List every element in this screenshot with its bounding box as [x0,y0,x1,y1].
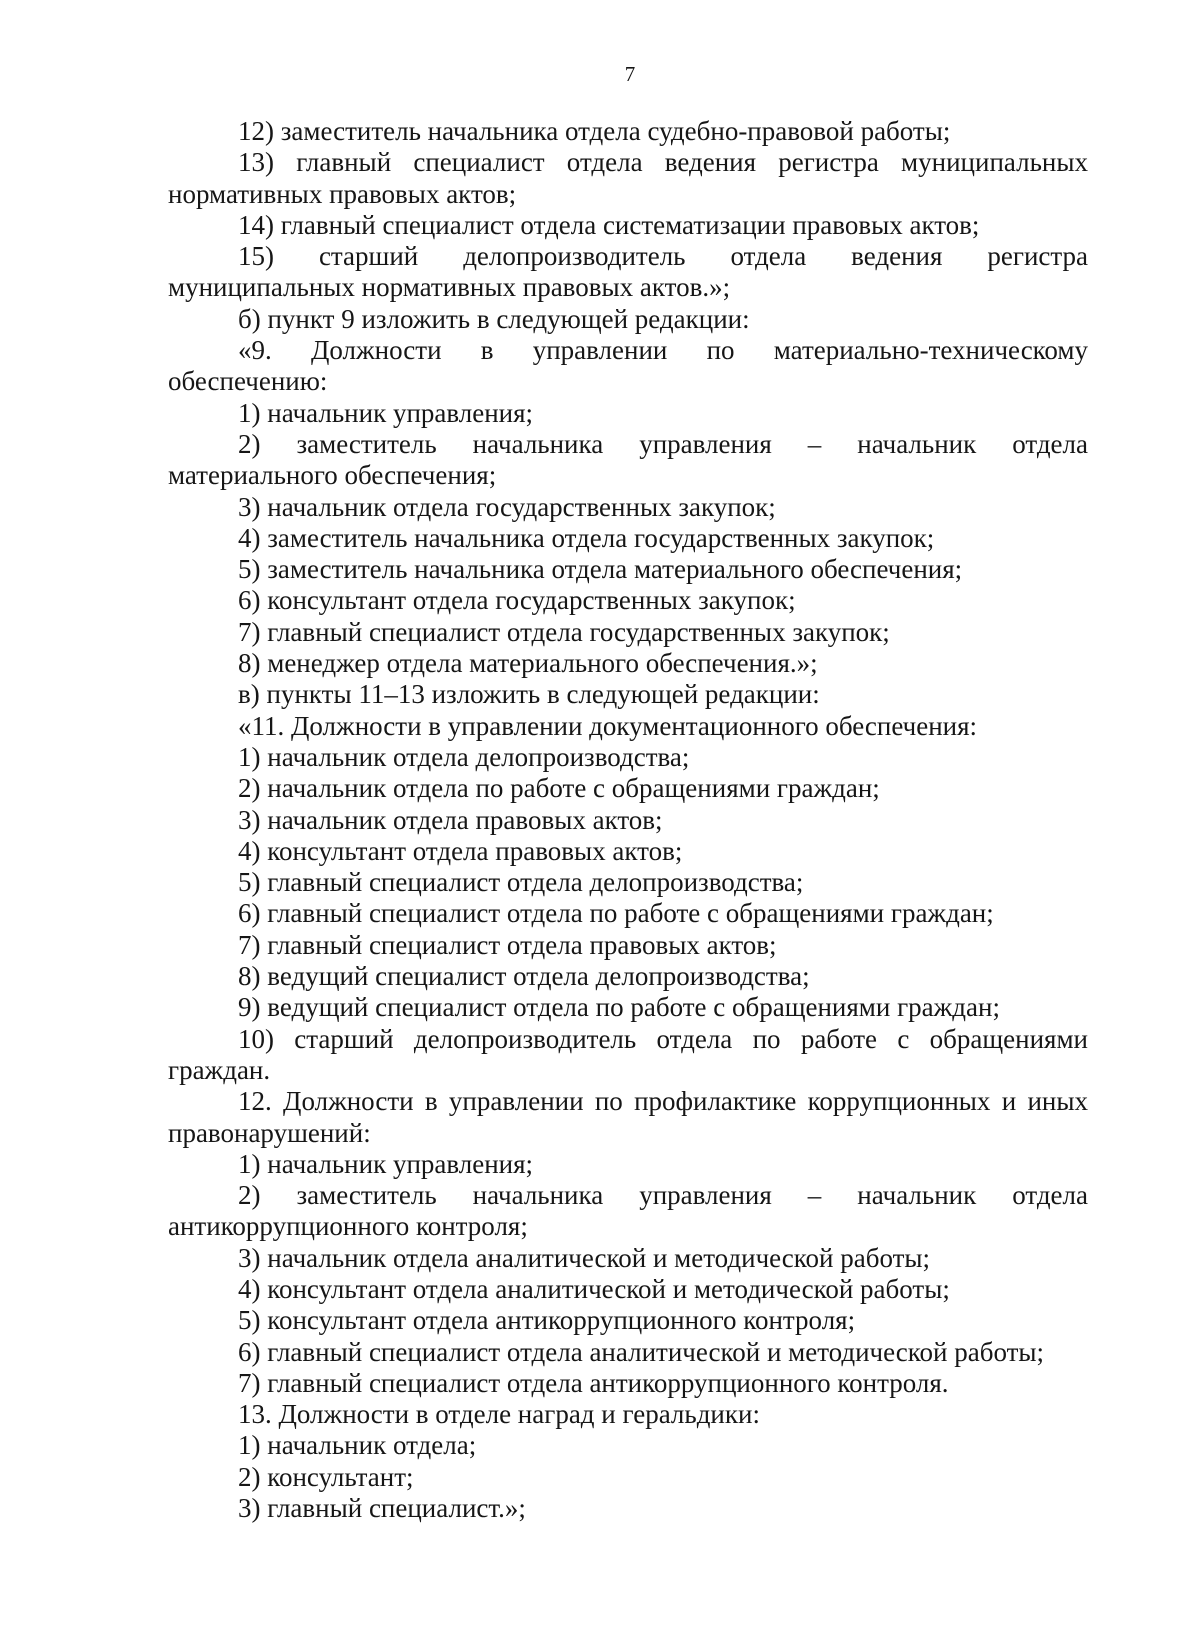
document-line: 3) начальник отдела аналитической и методической работы; [238,1242,931,1273]
document-line: 7) главный специалист отдела государственных закупок; [238,616,890,647]
document-line: 14) главный специалист отдела систематизации правовых актов; [238,209,980,240]
document-line: обеспечению: [168,366,328,397]
document-line: 1) начальник управления; [238,397,534,428]
document-line: 1) начальник управления; [238,1148,534,1179]
document-line: правонарушений: [168,1117,371,1148]
document-line: граждан. [168,1054,271,1085]
document-line: 5) консультант отдела антикоррупционного контроля; [238,1305,856,1336]
document-line: 4) консультант отдела аналитической и методической работы; [238,1273,950,1304]
document-line: 4) консультант отдела правовых актов; [238,835,683,866]
document-line: 2) заместитель начальника управления – начальник отдела [238,1180,1088,1211]
document-line: 13) главный специалист отдела ведения регистра муниципальных [238,147,1088,178]
document-line: 10) старший делопроизводитель отдела по работе с обращениями [238,1023,1088,1054]
document-body [168,116,1088,1524]
document-line: антикоррупционного контроля; [168,1211,528,1242]
document-line: 5) заместитель начальника отдела материального обеспечения; [238,554,963,585]
document-line: 8) менеджер отдела материального обеспечения.»; [238,648,818,679]
page-number: 7 [624,62,636,86]
document-line: 7) главный специалист отдела правовых актов; [238,929,777,960]
document-line: 2) консультант; [238,1461,414,1492]
document-line: «9. Должности в управлении по материально-техническому [238,335,1088,366]
document-line: б) пункт 9 изложить в следующей редакции: [238,303,750,334]
document-line: 1) начальник отдела; [238,1430,477,1461]
document-line: «11. Должности в управлении документационного обеспечения: [238,710,978,741]
document-line: материального обеспечения; [168,460,497,491]
document-line: муниципальных нормативных правовых актов.»; [168,272,731,303]
document-line: 12) заместитель начальника отдела судебно-правовой работы; [238,116,951,146]
document-line: 6) главный специалист отдела по работе с обращениями граждан; [238,898,994,929]
document-line: нормативных правовых актов; [168,178,517,209]
document-line: 3) начальник отдела правовых актов; [238,804,663,835]
document-line: 7) главный специалист отдела антикоррупционного контроля. [238,1367,949,1398]
document-line: 8) ведущий специалист отдела делопроизводства; [238,961,810,992]
document-line: 1) начальник отдела делопроизводства; [238,741,690,772]
document-line: 6) главный специалист отдела аналитической и методической работы; [238,1336,1045,1367]
document-line: 4) заместитель начальника отдела государственных закупок; [238,522,935,553]
document-line: 13. Должности в отделе наград и геральдики: [238,1399,760,1430]
document-line: 6) консультант отдела государственных закупок; [238,585,796,616]
document-line: 9) ведущий специалист отдела по работе с обращениями граждан; [238,992,1000,1023]
document-line: 15) старший делопроизводитель отдела ведения регистра [238,241,1088,272]
document-line: 3) главный специалист.»; [238,1493,526,1524]
document-line: 3) начальник отдела государственных закупок; [238,491,776,522]
document-line: 5) главный специалист отдела делопроизводства; [238,867,804,898]
document-line: 2) начальник отдела по работе с обращениями граждан; [238,773,880,804]
document-line: 12. Должности в управлении по профилактике коррупционных и иных [238,1086,1088,1117]
document-line: в) пункты 11–13 изложить в следующей редакции: [238,679,820,710]
document-line: 2) заместитель начальника управления – начальник отдела [238,428,1088,459]
